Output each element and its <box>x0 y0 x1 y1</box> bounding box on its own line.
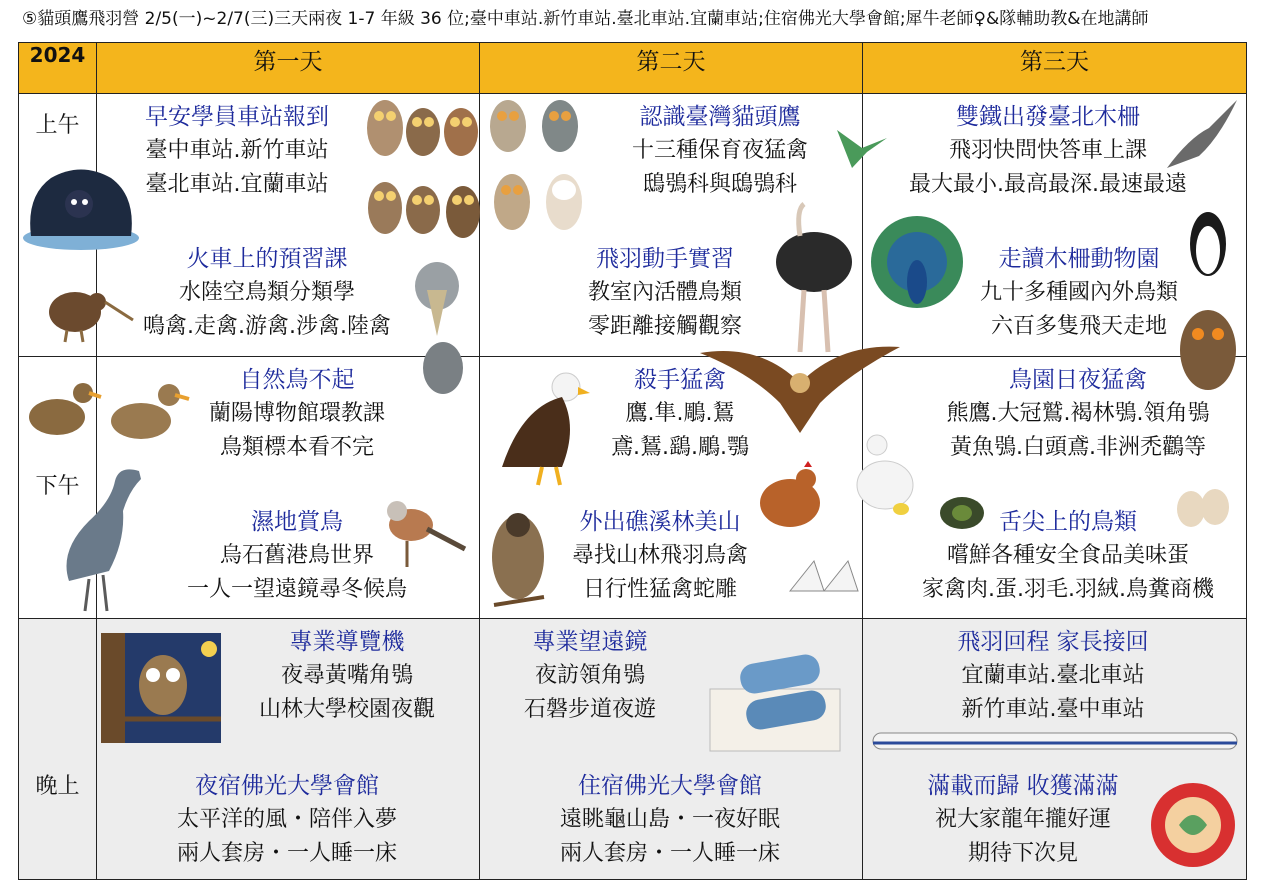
owls-group-icon <box>486 90 596 250</box>
train-icon <box>873 729 1237 755</box>
day2-am2-line1: 教室內活體鳥類 <box>587 280 742 305</box>
day2-pm1-title: 殺手猛禽 <box>634 367 726 393</box>
header-row <box>19 43 1247 94</box>
day1-ev2-line2: 兩人套房・一人睡一床 <box>176 841 397 866</box>
year-cell: 2024 <box>19 43 97 94</box>
day1-header: 第一天 <box>97 43 480 94</box>
day3-pm2-title: 舌尖上的鳥類 <box>999 509 1137 535</box>
day3-pm1-line2: 黃魚鴞.白頭鳶.非洲禿鸛等 <box>950 435 1206 460</box>
day2-am1-line2: 鴟鴞科與鴟鴞科 <box>642 172 797 197</box>
day2-am1-line1: 十三種保育夜猛禽 <box>631 138 808 163</box>
day3-ev1-line2: 新竹車站.臺中車站 <box>961 697 1145 722</box>
day2-pm2-block <box>540 505 780 607</box>
day2-am2-line2: 零距離接觸觀察 <box>587 314 742 339</box>
day2-pm2-line2: 日行性猛禽蛇雕 <box>582 577 737 602</box>
day1-am2-line2: 鳴禽.走禽.游禽.涉禽.陸禽 <box>143 314 391 339</box>
morning-label-cell <box>19 94 97 357</box>
night-owl-icon <box>101 633 221 743</box>
schedule-table <box>18 42 1247 880</box>
day2-am2-title: 飛羽動手實習 <box>596 246 734 272</box>
day2-ev1-title: 專業望遠鏡 <box>532 629 648 655</box>
day2-ev1-line2: 石磐步道夜遊 <box>523 697 656 722</box>
day2-am2-block <box>550 242 780 344</box>
day1-ev2-title: 夜宿佛光大學會館 <box>195 773 379 799</box>
day3-header: 第三天 <box>863 43 1247 94</box>
day3-pm1-line1: 熊鷹.大冠鷲.褐林鴞.領角鴞 <box>946 401 1210 426</box>
day3-ev1-block <box>913 625 1193 727</box>
day1-pm1-title: 自然鳥不起 <box>239 367 355 393</box>
goose-icon <box>851 427 921 517</box>
day3-pm2-line1: 嚐鮮各種安全食品美味蛋 <box>946 543 1189 568</box>
peacock-icon <box>867 212 967 322</box>
day2-am1-block <box>590 100 850 202</box>
page-header: ⑤貓頭鷹飛羽營 2/5(一)~2/7(三)三天兩夜 1-7 年級 36 位;臺中車站.新竹車站.臺北車站.宜蘭車站;住宿佛光大學會館;犀牛老師♀&隊輔助教&在地講師 <box>22 9 1149 29</box>
falcon-icon <box>1159 98 1239 178</box>
day1-ev1-line2: 山林大學校園夜觀 <box>258 697 435 722</box>
day2-ev2-block <box>500 769 840 871</box>
day1-pm2-title: 濕地賞鳥 <box>251 509 343 535</box>
day2-pm2-line1: 尋找山林飛羽鳥禽 <box>571 543 748 568</box>
day1-ev1-title: 專業導覽機 <box>289 629 405 655</box>
day1-am1-block <box>117 100 357 202</box>
duck-pair-icon <box>103 371 193 451</box>
day3-am1-title: 雙鐵出發臺北木柵 <box>956 104 1140 130</box>
day1-pm1-block <box>187 363 407 465</box>
day1-ev2-line1: 太平洋的風・陪伴入夢 <box>176 807 397 832</box>
shrike-icon <box>377 489 467 569</box>
day1-am2-block <box>117 242 417 344</box>
day3-ev2-line1: 祝大家龍年攏好運 <box>934 807 1111 832</box>
shuttlecock-icon <box>784 551 864 601</box>
new-year-ornament-icon <box>1149 775 1237 871</box>
day3-afternoon-cell <box>863 357 1247 619</box>
day3-am2-line1: 九十多種國內外鳥類 <box>979 280 1178 305</box>
day1-ev1-line1: 夜尋黃嘴角鴞 <box>280 663 413 688</box>
day3-am1-block <box>893 100 1203 202</box>
day1-am1-title: 早安學員車站報到 <box>145 104 329 130</box>
day3-ev1-line1: 宜蘭車站.臺北車站 <box>961 663 1145 688</box>
day3-morning-cell <box>863 94 1247 357</box>
day2-ev2-line2: 兩人套房・一人睡一床 <box>559 841 780 866</box>
day2-morning-cell <box>480 94 863 357</box>
day1-am1-line1: 臺中車站.新竹車站 <box>145 138 329 163</box>
day1-am2-title: 火車上的預習課 <box>186 246 348 272</box>
day1-afternoon-cell <box>97 357 480 619</box>
day3-ev2-title: 滿載而歸 收獲滿滿 <box>927 773 1119 799</box>
evening-label: 晚上 <box>35 774 80 799</box>
afternoon-label: 下午 <box>35 474 80 499</box>
owls-icon <box>365 90 483 250</box>
day3-am2-line2: 六百多隻飛天走地 <box>990 314 1167 339</box>
day2-header: 第二天 <box>480 43 863 94</box>
binoculars-icon <box>700 639 850 759</box>
day1-morning-cell <box>97 94 480 357</box>
day2-pm2-title: 外出礁溪林美山 <box>579 509 741 535</box>
evening-label-cell <box>19 619 97 880</box>
day3-pm2-line2: 家禽肉.蛋.羽毛.羽絨.鳥糞商機 <box>922 577 1214 602</box>
day1-pm1-line1: 蘭陽博物館環教課 <box>208 401 385 426</box>
day2-ev2-title: 住宿佛光大學會館 <box>578 773 762 799</box>
day3-pm1-block <box>923 363 1233 465</box>
day1-evening-cell <box>97 619 480 880</box>
day3-am2-block <box>959 242 1199 344</box>
day3-evening-cell <box>863 619 1247 880</box>
day1-ev1-block <box>227 625 467 727</box>
day2-am1-title: 認識臺灣貓頭鷹 <box>639 104 801 130</box>
day3-ev1-title: 飛羽回程 家長接回 <box>957 629 1149 655</box>
day3-ev2-block <box>883 769 1163 871</box>
day3-am1-line2: 最大最小.最高最深.最速最遠 <box>909 172 1187 197</box>
day3-am2-title: 走讀木柵動物園 <box>998 246 1160 272</box>
evening-row <box>19 619 1247 880</box>
day2-ev1-block <box>490 625 690 727</box>
day2-ev1-line1: 夜訪領角鴞 <box>534 663 645 688</box>
day2-pm1-line1: 鷹.隼.鵰.鵟 <box>625 401 735 426</box>
day1-am1-line2: 臺北車站.宜蘭車站 <box>145 172 329 197</box>
day3-pm2-block <box>903 505 1233 607</box>
day3-ev2-line2: 期待下次見 <box>967 841 1078 866</box>
duck-icon <box>23 371 103 447</box>
day1-am2-line1: 水陸空鳥類分類學 <box>178 280 355 305</box>
day1-ev2-block <box>117 769 457 871</box>
day3-pm1-title: 鳥園日夜猛禽 <box>1009 367 1147 393</box>
afternoon-label-cell <box>19 357 97 619</box>
day2-evening-cell <box>480 619 863 880</box>
day1-pm2-line2: 一人一望遠鏡尋冬候鳥 <box>186 577 407 602</box>
day2-ev2-line1: 遠眺龜山島・一夜好眠 <box>559 807 780 832</box>
morning-label: 上午 <box>35 113 80 138</box>
day1-pm1-line2: 鳥類標本看不完 <box>219 435 374 460</box>
afternoon-row <box>19 357 1247 619</box>
day1-pm2-line1: 烏石舊港鳥世界 <box>219 543 374 568</box>
morning-row <box>19 94 1247 357</box>
day2-pm1-line2: 鳶.鵟.鷂.鵰.鶚 <box>611 435 749 460</box>
serpent-eagle-icon <box>484 505 554 615</box>
day3-am1-line1: 飛羽快問快答車上課 <box>948 138 1147 163</box>
day2-afternoon-cell <box>480 357 863 619</box>
